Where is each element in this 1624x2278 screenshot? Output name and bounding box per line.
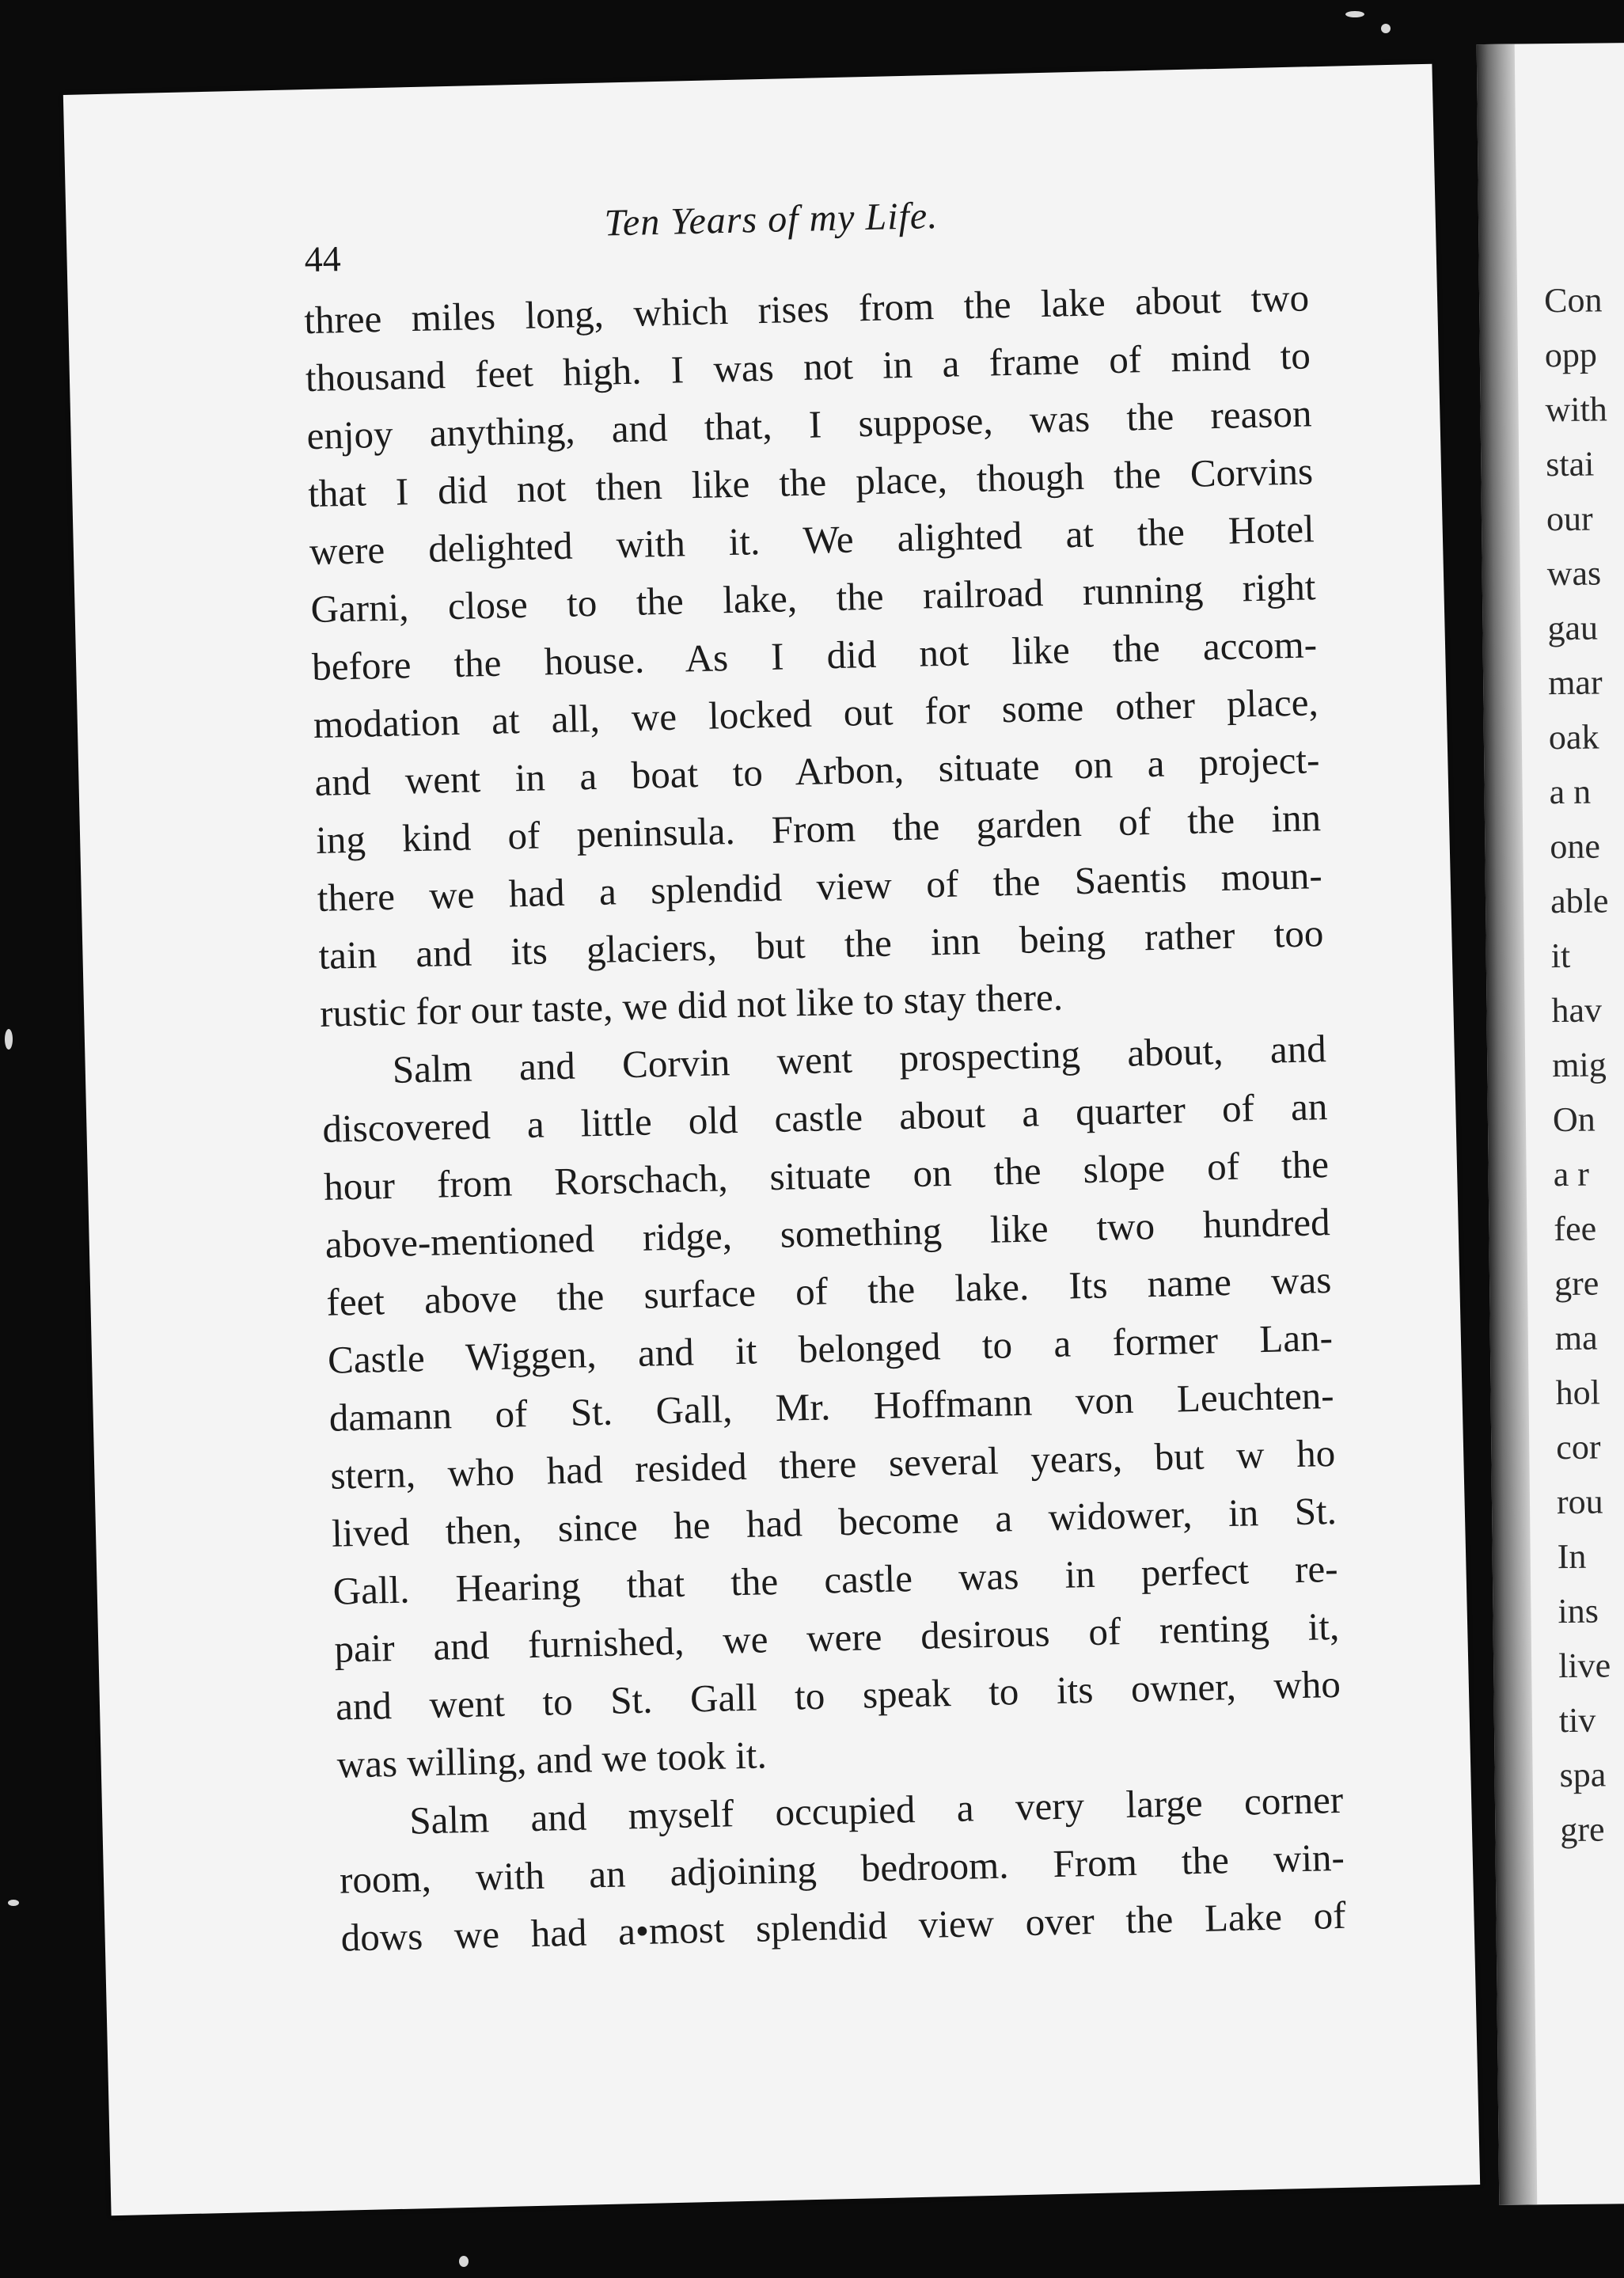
facing-page-line: stai: [1546, 444, 1595, 484]
facing-page-line: tiv: [1558, 1700, 1596, 1741]
facing-page-line: with: [1545, 389, 1608, 430]
text-line: Garni, close to the lake, the railroad running right: [310, 564, 1316, 632]
text-line: damann of St. Gall, Mr. Hoffmann von Leuchten-: [328, 1372, 1335, 1440]
facing-page-line: mar: [1547, 663, 1603, 703]
text-line: and went to St. Gall to speak to its owner, who: [335, 1661, 1341, 1729]
text-line: three miles long, which rises from the lake about two: [303, 275, 1310, 343]
facing-page-line: On: [1552, 1099, 1596, 1140]
text-line: discovered a little old castle about a quarter of an: [321, 1084, 1328, 1151]
facing-page-line: fee: [1554, 1209, 1597, 1249]
text-line: were delighted with it. We alighted at the Hotel: [309, 507, 1315, 574]
facing-page-line: opp: [1544, 335, 1598, 375]
scan-speck: [8, 1900, 19, 1906]
facing-page-line: gre: [1554, 1263, 1599, 1304]
text-line: hour from Rorschach, situate on the slope of the: [323, 1142, 1330, 1209]
text-line: before the house. As I did not like the accom-: [311, 622, 1318, 689]
facing-page-line: was: [1546, 553, 1602, 594]
text-line: ing kind of peninsula. From the garden of the inn: [315, 795, 1322, 862]
facing-page-line: it: [1550, 936, 1571, 976]
text-line: Gall. Hearing that the castle was in perfect re-: [332, 1546, 1339, 1613]
facing-page-line: one: [1550, 826, 1601, 867]
scan-speck: [1381, 24, 1391, 33]
text-line: dows we had a•most splendid view over the Lake of: [340, 1893, 1347, 1960]
facing-page-line: ma: [1554, 1318, 1598, 1358]
facing-page-line: a r: [1553, 1154, 1590, 1194]
text-line: that I did not then like the place, though the Corvins: [307, 449, 1314, 516]
text-line: stern, who had resided there several years, but w ho: [329, 1430, 1336, 1498]
text-line: and went in a boat to Arbon, situate on a project-: [313, 738, 1320, 804]
facing-page-line: rou: [1556, 1482, 1603, 1522]
page-number: 44: [304, 238, 342, 280]
text-line: room, with an adjoining bedroom. From the win-: [339, 1835, 1345, 1902]
text-line: Castle Wiggen, and it belonged to a former Lan-: [327, 1315, 1334, 1382]
facing-page-line: hav: [1551, 990, 1603, 1031]
text-line: thousand feet high. I was not in a frame of mind to: [305, 333, 1311, 401]
facing-page-line: spa: [1559, 1755, 1607, 1795]
paragraph-end-line: rustic for our taste, we did not like to stay there.: [319, 974, 1064, 1035]
facing-page-line: our: [1546, 499, 1593, 539]
facing-page-line: hol: [1555, 1372, 1601, 1413]
facing-page-text: [1544, 272, 1624, 1857]
facing-page-line: cor: [1556, 1427, 1601, 1467]
facing-page-line: gau: [1547, 608, 1599, 648]
facing-page-line: In: [1557, 1536, 1587, 1577]
text-line: there we had a splendid view of the Saentis moun-: [317, 853, 1323, 920]
book-page: [63, 64, 1480, 2216]
text-line: above-mentioned ridge, something like two hundred: [324, 1200, 1331, 1266]
scan-speck: [459, 2256, 469, 2267]
text-line: tain and its glaciers, but the inn being rather too: [317, 911, 1324, 978]
facing-page-line: ins: [1558, 1591, 1599, 1631]
facing-page-line: a n: [1549, 772, 1592, 812]
text-line: enjoy anything, and that, I suppose, was the reason: [306, 391, 1312, 458]
facing-page-line: gre: [1560, 1809, 1605, 1850]
facing-page-line: live: [1558, 1646, 1611, 1686]
scan-speck: [5, 1029, 13, 1050]
running-header: Ten Years of my Life.: [604, 194, 939, 245]
facing-page-line: oak: [1548, 717, 1599, 757]
text-line: modation at all, we locked out for some other place,: [313, 680, 1319, 746]
body-text: [304, 268, 1347, 1966]
paragraph-first-line: Salm and Corvin went prospecting about, and: [392, 1027, 1327, 1092]
text-line: feet above the surface of the lake. Its name was: [325, 1258, 1332, 1324]
facing-page: [1477, 43, 1624, 2205]
text-line: lived then, since he had become a widower, in St.: [331, 1488, 1338, 1555]
facing-page-line: able: [1550, 881, 1609, 921]
page-gutter-shadow: [1477, 44, 1538, 2205]
facing-page-line: Con: [1543, 280, 1603, 321]
paragraph-first-line: Salm and myself occupied a very large corner: [408, 1777, 1344, 1843]
facing-page-line: mig: [1551, 1045, 1607, 1085]
scan-speck: [1345, 11, 1364, 17]
paragraph-end-line: was willing, and we took it.: [336, 1733, 768, 1786]
text-line: pair and furnished, we were desirous of renting it,: [333, 1604, 1340, 1671]
